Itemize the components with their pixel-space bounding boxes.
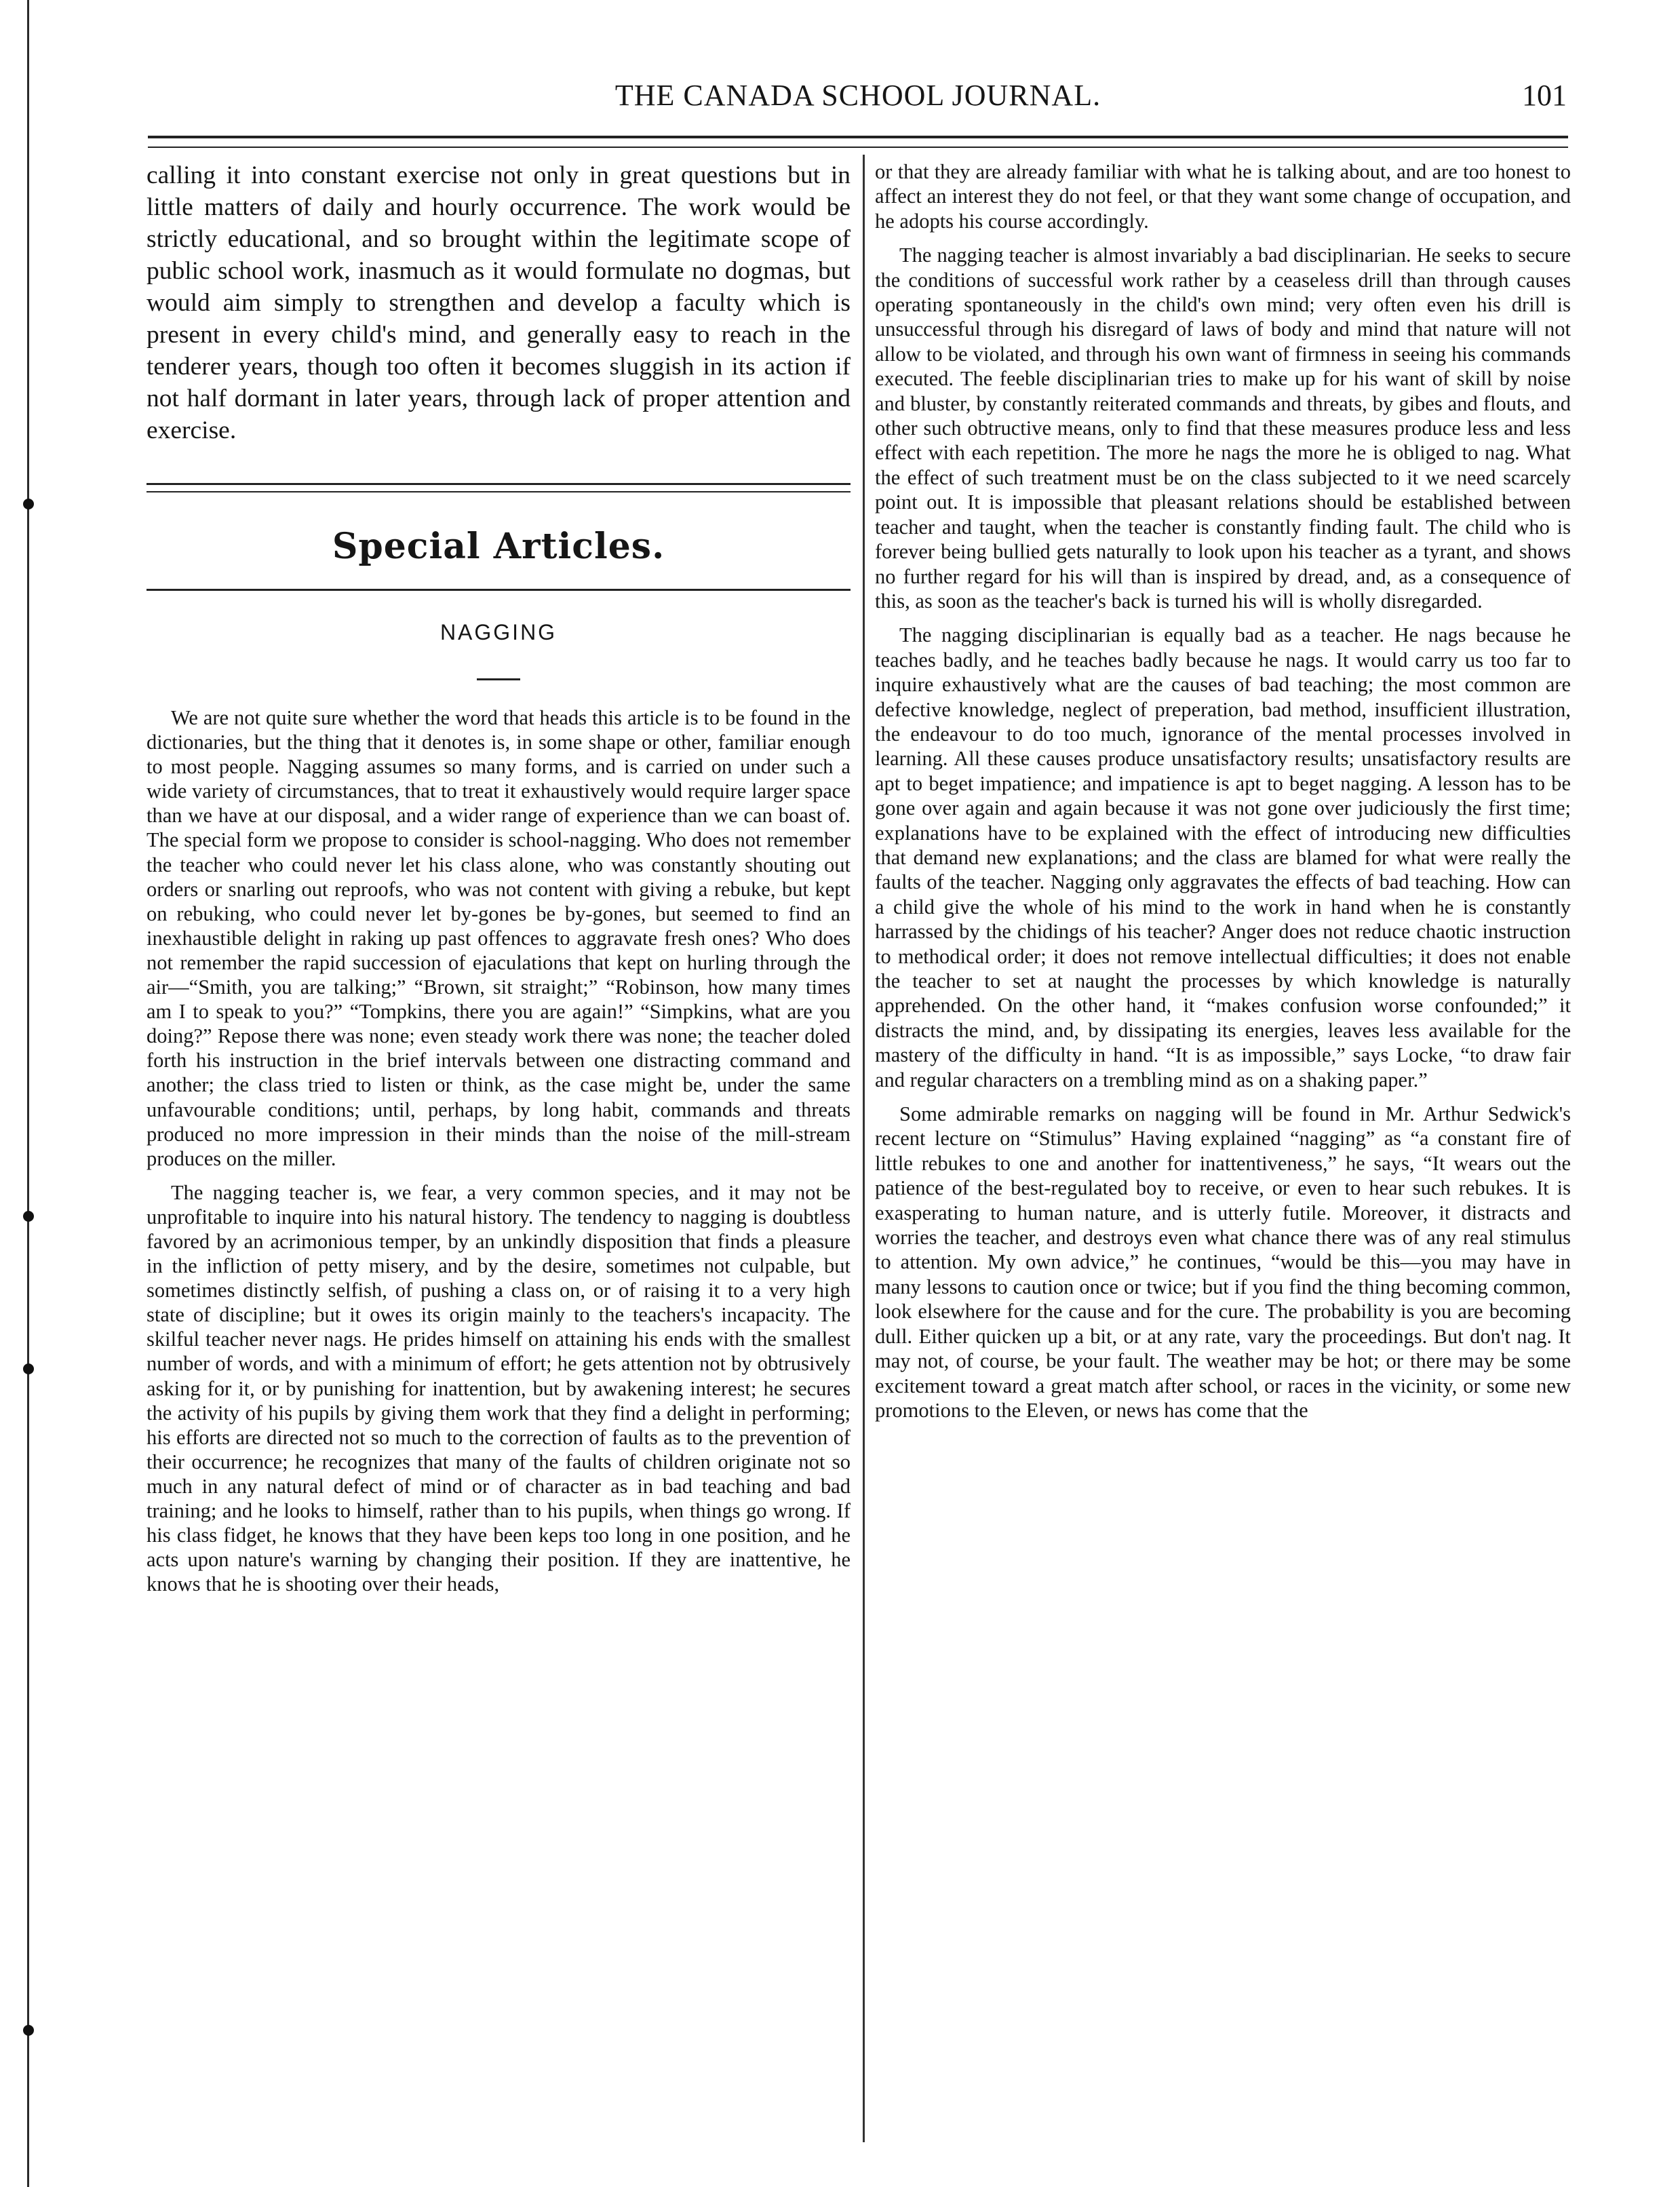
article-paragraph: The nagging teacher is almost invariably a bad disciplinarian. He seeks to secure the conditions of successful work rather by a ceaseless drill than through causes operating spontaneously in the child's own mind; very often even his drill is unsuccessful through his disregard of laws of body and mind that nature will not allow to be violated, and through his own want of firmness in seeing his commands executed. The feeble disciplinarian tries to make up for his want of skill by noise and bluster, by constantly reiterated commands and threats, by gibes and flouts, and other such obtructive means, only to find that these measures produce less and less effect with each repetition. The more he nags the more he is obliged to nag. What the effect of such treatment must be on the class subjected to it we need scarcely point out. It is impossible that pleasant relations should be established between teacher and taught, when the teacher is constantly finding fault. The child who is forever being bullied gets naturally to look upon his teacher as a tyrant, and shows no further regard for his will than is inspired by dread, and, as a consequence of this, as soon as the teacher's back is turned his will is wholly disregarded. — [875, 244, 1571, 613]
page-number: 101 — [1522, 79, 1567, 112]
binding-mark — [23, 1211, 34, 1222]
page-binding-edge — [27, 0, 29, 2187]
article-paragraph: The nagging teacher is, we fear, a very common species, and it may not be unprofitable to inquire into his natural history. The tendency to nagging is doubtless favored by an acrimonious temper, by an unkindly disposition that finds a pleasure in the infliction of petty misery, and by the desire, sometimes not culpable, but sometimes distinctly selfish, of pushing a class on, or of raising it to a very high state of discipline; but it owes its origin mainly to the teachers's incapacity. The skilful teacher never nags. He prides himself on attaining his ends with the smallest number of words, and with a minimum of effort; he gets attention not by obtrusively asking for it, or by punishing for inattention, but by awakening interest; he secures the activity of his pupils by giving them work that they find a delight in performing; his efforts are directed not so much to the correction of faults as to the prevention of their occurrence; he recognizes that many of the faults of children originate not so much in any natural defect of mind or of character as in bad teaching and bad training; and he looks to himself, rather than to his pupils, when things go wrong. If his class fidget, he knows that they have been keps too long in one position, and he acts upon nature's warning by changing their position. If they are inattentive, he knows that he is shooting over their heads, — [146, 1180, 851, 1596]
running-title: THE CANADA SCHOOL JOURNAL. — [614, 79, 1101, 112]
binding-mark — [23, 1363, 34, 1374]
article-body-right — [875, 159, 1571, 1432]
article-paragraph: or that they are already familiar with what he is talking about, and are too honest to affect an interest they do not feel, or that they want some change of occupation, and he adopts his course accordingly. — [875, 160, 1571, 233]
column-divider — [863, 155, 865, 2142]
left-column-intro — [146, 159, 851, 446]
article-title: NAGGING — [439, 620, 558, 644]
binding-mark — [23, 2025, 34, 2036]
header-rule — [148, 136, 1568, 148]
article-body-left — [146, 705, 851, 1606]
binding-mark — [23, 499, 34, 509]
section-rule-top — [146, 483, 851, 492]
title-rule — [477, 678, 520, 680]
article-paragraph: The nagging disciplinarian is equally bad as a teacher. He nags because he teaches badly, and he teaches badly because he nags. It would carry us too far to inquire exhaustively what are the causes of bad teaching; the most common are defective knowledge, neglect of preperation, bad method, insufficient illustration, the endeavour to do too much, ignorance of the mental processes involved in learning. All these causes produce unsatisfactory results; unsatisfactory results are apt to beget impatience; and impatience is apt to beget nagging. A lesson has to be gone over again and again because it was not gone over judiciously the first time; explanations have to be explained with the effect of introducing new difficulties that demand new explanations; and the class are blamed for what were really the faults of the teacher. Nagging only aggravates the effects of bad teaching. How can a child give the whole of his mind to the work in hand when he is constantly harrassed by the chidings of his teacher? Anger does not reduce chaotic instruction to methodical order; it does not remove intellectual difficulties; it does not enable the teacher to set at naught the processes by which knowledge is naturally apprehended. On the other hand, it “makes confusion worse confounded;” it distracts the mind, and, by dissipating its energies, leaves less available for the mastery of the difficulty in hand. “It is as impossible,” says Locke, “to draw fair and regular characters on a trembling mind as on a shaking paper.” — [875, 623, 1571, 1091]
section-heading: Special Articles. — [332, 526, 665, 567]
article-paragraph: Some admirable remarks on nagging will be found in Mr. Arthur Sedwick's recent lecture on “Stimulus” Having explained “nagging” as “a constant fire of little rebukes to one and another for inattentiveness,” he says, “It wears out the patience of the best-regulated boy to receive, or even to hear such rebukes. It is exasperating to human nature, and is utterly futile. Moreover, it distracts and worries the teacher, and destroys even what chance there was of any real stimulus to attention. My own advice,” he continues, “would be this—you may have in many lessons to caution once or twice; but if you find the thing becoming common, look elsewhere for the cause and for the cure. The probability is you are becoming dull. Either quicken up a bit, or at any rate, vary the proceedings. But don't nag. It may not, of course, be your fault. The weather may be hot; or there may be some excitement toward a great match after school, or races in the vicinity, or some new promotions to the Eleven, or news has come that the — [875, 1102, 1571, 1422]
intro-paragraph: calling it into constant exercise not only in great questions but in little matters of daily and hourly occurrence. The work would be strictly educational, and so brought within the legitimate scope of public school work, inasmuch as it would formulate no dogmas, but would aim simply to strengthen and develop a faculty which is present in every child's mind, and generally easy to reach in the tenderer years, though too often it becomes sluggish in its action if not half dormant in later years, through lack of proper attention and exercise. — [146, 161, 851, 444]
section-rule-bottom — [146, 589, 851, 591]
article-paragraph: We are not quite sure whether the word that heads this article is to be found in the dictionaries, but the thing that it denotes is, in some shape or other, familiar enough to most people. Nagging assumes so many forms, and is carried on under such a wide variety of circumstances, that to treat it exhaustively would require larger space than we have at our disposal, and a wider range of experience than we can boast of. The special form we propose to consider is school-nagging. Who does not remember the teacher who could never let his class alone, who was constantly shouting out orders or snarling out reproofs, who was not content with giving a rebuke, but kept on rebuking, who could never let by-gones be by-gones, but seemed to find an inexhaustible delight in raking up past offences to aggravate fresh ones? Who does not remember the rapid succession of ejaculations that kept on hurling through the air—“Smith, you are talking;” “Brown, sit straight;” “Robinson, how many times am I to speak to you?” “Tompkins, there you are again!” “Simpkins, what are you doing?” Repose there was none; even steady work there was none; the teacher doled forth his instruction in the brief intervals between one distracting command and another; the class tried to listen or think, as the case might be, under the same unfavourable conditions; until, perhaps, by long habit, commands and threats produced no more impression in their minds than the noise of the mill-stream produces on the miller. — [146, 706, 851, 1170]
page-header — [149, 78, 1567, 125]
